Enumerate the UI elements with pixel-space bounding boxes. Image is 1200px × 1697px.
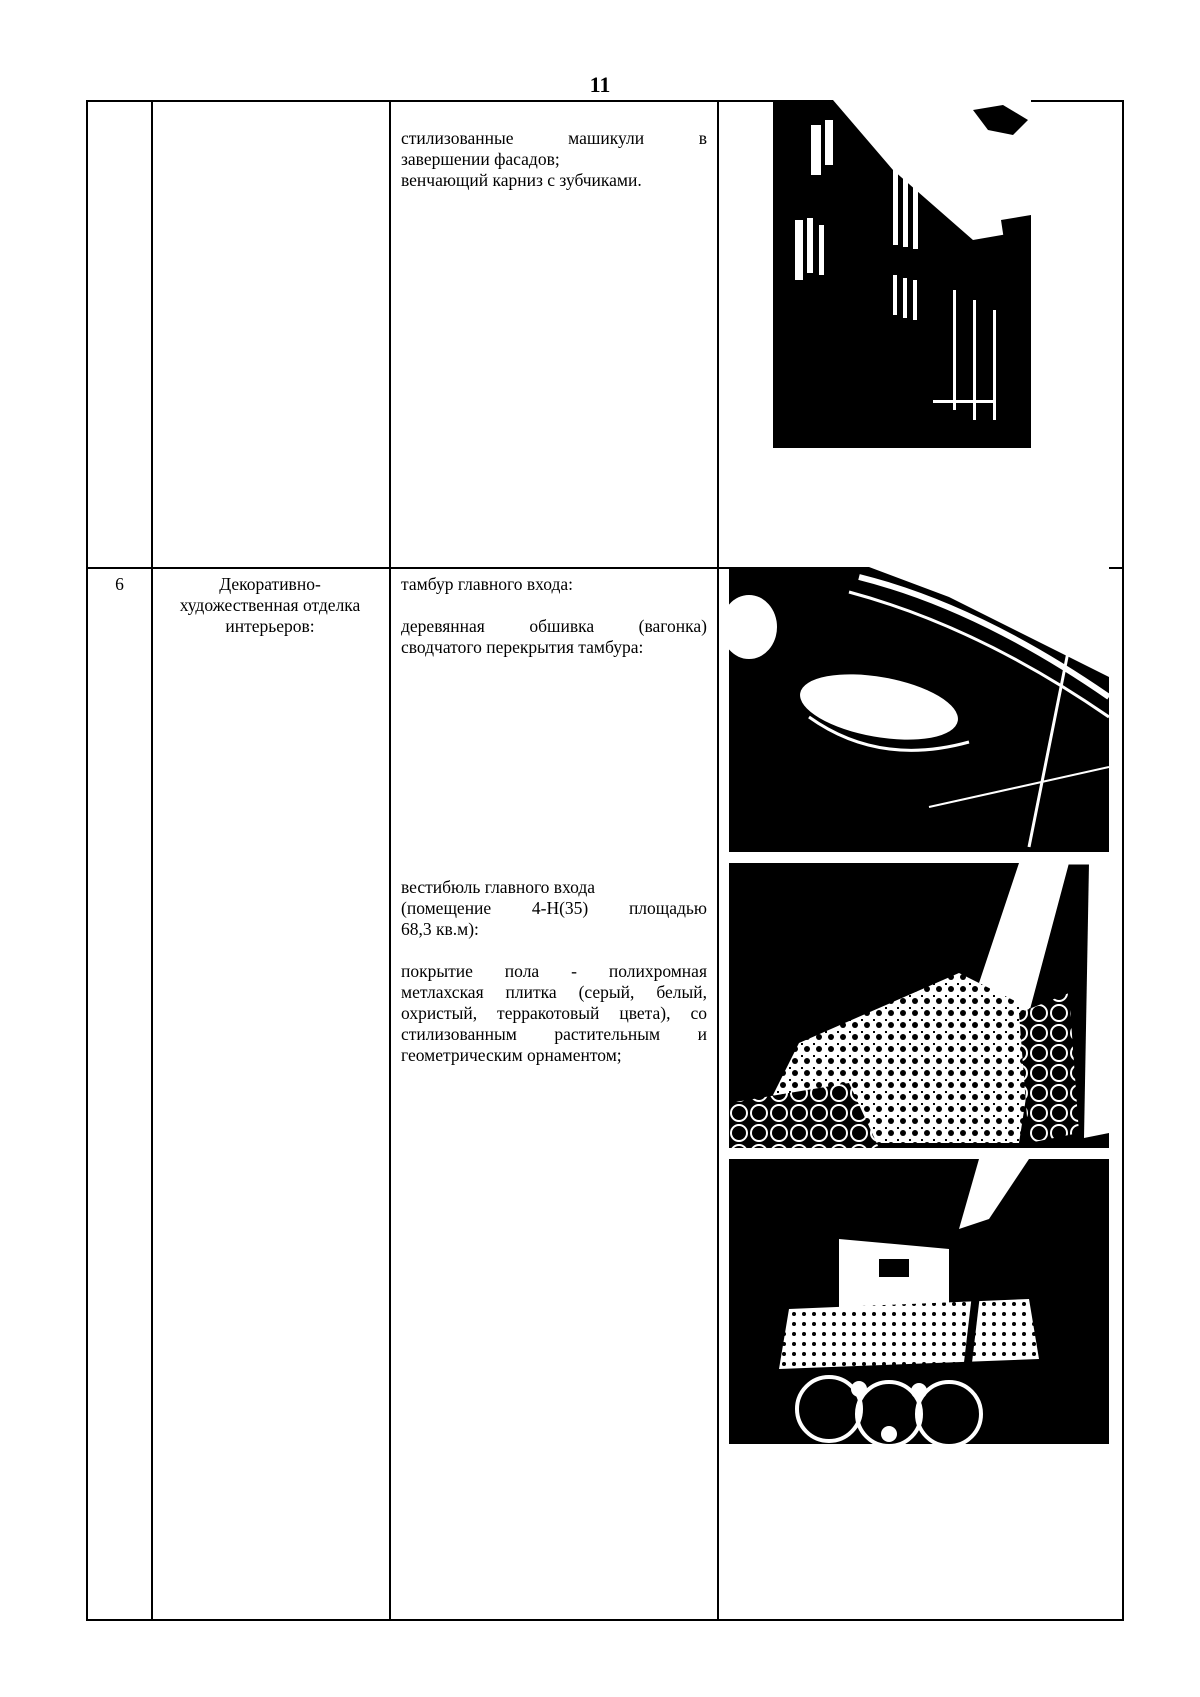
name-line: художественная отделка (179, 595, 361, 615)
column-divider-3 (717, 100, 719, 1621)
name-line: Декоративно- (219, 574, 321, 594)
row-2-description-vestibule-entry (401, 574, 707, 658)
column-divider-2 (389, 100, 391, 1621)
floor-ornament-photo (729, 1159, 1109, 1444)
building-facade-photo (773, 100, 1031, 448)
description-line: деревянная обшивка (вагонка) (401, 616, 707, 636)
description-line: тамбур главного входа: (401, 574, 573, 594)
description-line: сводчатого перекрытия тамбура: (401, 637, 644, 657)
description-line: стилизованным растительным и (401, 1024, 707, 1044)
description-line: вестибюль главного входа (401, 877, 596, 897)
description-line: венчающий карниз с зубчиками. (401, 170, 642, 190)
vaulted-ceiling-photo (729, 567, 1109, 852)
description-line: геометрическим орнаментом; (401, 1045, 622, 1065)
description-line: (помещение 4-Н(35) площадью (401, 898, 707, 918)
row-2-number: 6 (115, 574, 124, 594)
description-line: метлахская плитка (серый, белый, (401, 982, 707, 1002)
column-divider-1 (151, 100, 153, 1621)
description-line: 68,3 кв.м): (401, 919, 479, 939)
row-2-name (156, 574, 384, 637)
page-number: 11 (589, 72, 611, 97)
description-line: покрытие пола - полихромная (401, 961, 707, 981)
table-left-border (86, 100, 88, 1621)
table-right-border (1122, 100, 1124, 1621)
row-1-description (401, 128, 707, 191)
description-line: завершении фасадов; (401, 149, 560, 169)
name-line: интерьеров: (225, 616, 315, 636)
row-2-description-vestibule-hall (401, 877, 707, 1066)
table-bottom-border (86, 1619, 1124, 1621)
description-line: охристый, терракотовый цвета), со (401, 1003, 707, 1023)
tiled-floor-photo (729, 863, 1109, 1148)
description-line: стилизованные машикули в (401, 128, 707, 148)
